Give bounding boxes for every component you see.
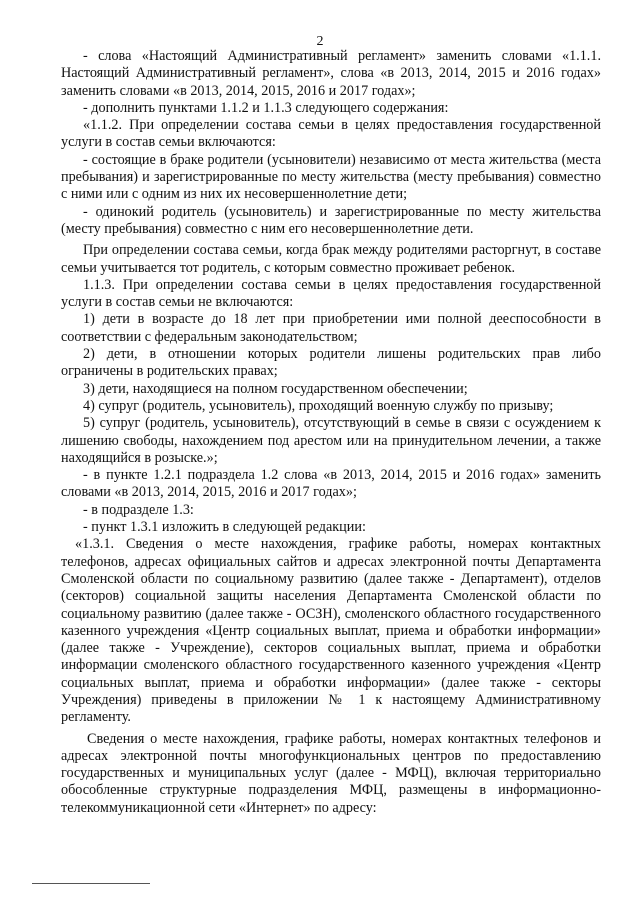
paragraph: При определении состава семьи, когда брак между родителями расторгнут, в составе семьи учитывается тот родитель, с которым совместно проживает ребенок. bbox=[61, 242, 601, 276]
paragraph: - в подразделе 1.3: bbox=[83, 501, 194, 518]
footer-divider bbox=[32, 883, 150, 884]
paragraph: 1) дети в возрасте до 18 лет при приобретении ими полной дееспособности в соответствии с федеральным законодательством; bbox=[61, 311, 601, 345]
paragraph: «1.1.2. При определении состава семьи в целях предоставления государственной услуги в состав семьи включаются: bbox=[61, 117, 601, 151]
paragraph: 1.1.3. При определении состава семьи в целях предоставления государственной услуги в состав семьи не включаются: bbox=[61, 276, 601, 311]
paragraph: 5) супруг (родитель, усыновитель), отсутствующий в семье в связи с осуждением к лишению свободы, нахождением под арестом или на принудительном лечении, а также находящийся в розыске.»; bbox=[61, 415, 601, 466]
paragraph: - пункт 1.3.1 изложить в следующей редакции: bbox=[83, 519, 366, 536]
document-body bbox=[61, 48, 601, 817]
paragraph: - дополнить пунктами 1.1.2 и 1.1.3 следующего содержания: bbox=[83, 99, 449, 116]
paragraph: - состоящие в браке родители (усыновители) независимо от места жительства (места пребывания) и зарегистрированные по месту жительства (месту пребывания) совместно с ними или с одним из них их несовершеннолетние дети; bbox=[61, 151, 601, 203]
paragraph: - в пункте 1.2.1 подраздела 1.2 слова «в 2013, 2014, 2015 и 2016 годах» заменить словами «в 2013, 2014, 2015, 2016 и 2017 годах»; bbox=[61, 467, 601, 501]
paragraph: 3) дети, находящиеся на полном государственном обеспечении; bbox=[83, 380, 468, 397]
paragraph: - слова «Настоящий Административный регламент» заменить словами «1.1.1. Настоящий Административный регламент», слова «в 2013, 2014, 2015 и 2016 годах» заменить словами «в 2013, 2014, 2015, 2016 и 2017 годах»; bbox=[61, 48, 601, 99]
paragraph: 2) дети, в отношении которых родители лишены родительских прав либо ограничены в родительских правах; bbox=[61, 346, 601, 380]
paragraph: - одинокий родитель (усыновитель) и зарегистрированные по месту жительства (месту пребывания) совместно с ним его несовершеннолетние дети. bbox=[61, 203, 601, 237]
paragraph: «1.3.1. Сведения о месте нахождения, графике работы, номерах контактных телефонов, адресах официальных сайтов и адресах электронной почты Департамента Смоленской области по социальному развитию (далее также - Департамент), отделов (секторов) социальной защиты населения Департамента Смоленской области по социальному развитию (далее также - ОСЗН), смоленского областного государственного казенного учреждения «Центр социальных выплат, приема и обработки информации» (далее также - Учреждение), секторов социальных выплат, приема и обработки информации смоленского областного государственного казенного учреждения «Центр социальных выплат, приема и обработки информации» (далее также - секторы Учреждения) приведены в приложении № 1 к настоящему Административному регламенту. bbox=[61, 536, 601, 726]
page-number: 2 bbox=[316, 34, 324, 49]
paragraph: 4) супруг (родитель, усыновитель), проходящий военную службу по призыву; bbox=[83, 397, 554, 414]
paragraph: Сведения о месте нахождения, графике работы, номерах контактных телефонов и адресах электронной почты многофункциональных центров по предоставлению государственных и муниципальных услуг (далее - МФЦ), включая территориально обособленные структурные подразделения МФЦ, размещены в информационно-телекоммуникационной сети «Интернет» по адресу: bbox=[61, 730, 601, 816]
